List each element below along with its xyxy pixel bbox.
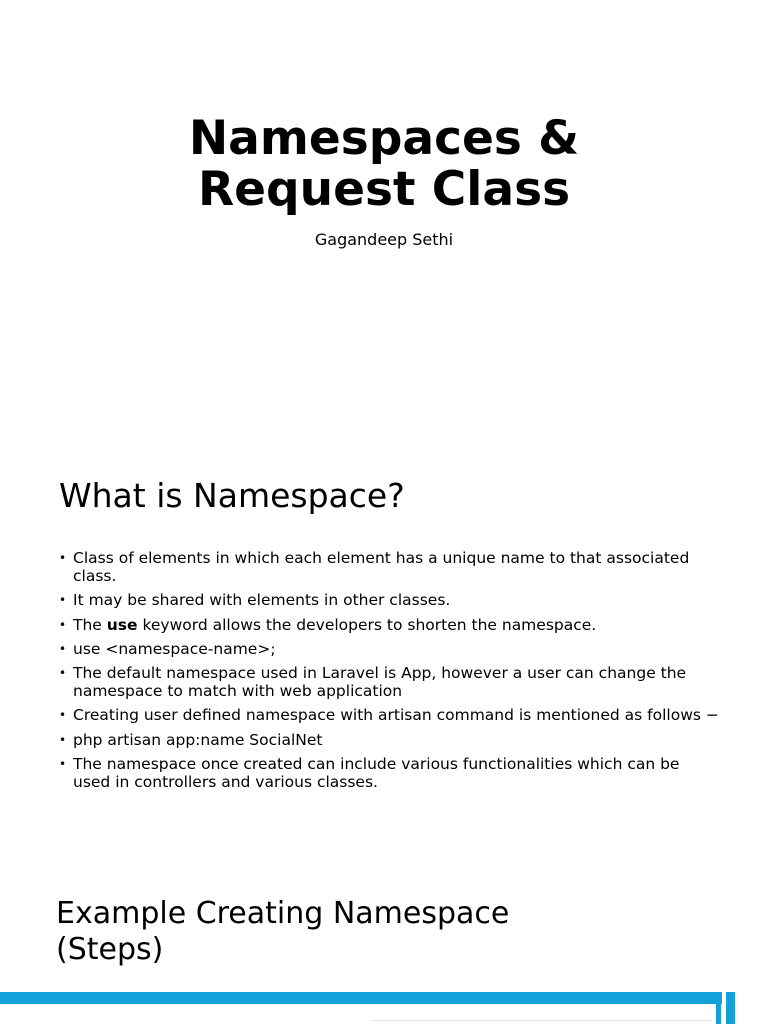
bullet-dot-icon: • [59,641,67,656]
example-heading: Example Creating Namespace (Steps) [56,896,510,967]
bullet-item [59,731,719,749]
bullet-item [59,640,719,658]
bullet-item [59,616,719,634]
bullet-text: The default namespace used in Laravel is App, however a user can change the namespace to match with web application [73,664,687,701]
bullet-text: It may be shared with elements in other classes. [73,591,451,610]
bullet-dot-icon: • [59,757,67,772]
bullet-item [59,664,719,700]
bullet-text: The namespace once created can include various functionalities which can be used in controllers and various classes. [73,755,680,792]
bullet-text: use <namespace-name>; [73,639,276,658]
slide-title [0,113,768,215]
bullet-dot-icon: • [59,666,67,681]
accent-bar-horizontal [0,992,722,1004]
bullet-item [59,591,719,609]
author-name: Gagandeep Sethi [314,230,454,249]
bullet-text-before: The [73,615,107,634]
bullet-text-after: keyword allows the developers to shorten the namespace. [137,615,597,634]
bullet-dot-icon: • [59,593,67,608]
bullet-text: Class of elements in which each element has a unique name to that associated class. [73,549,690,585]
section-heading: What is Namespace? [59,476,405,515]
bullet-item [59,755,719,791]
bullet-item [59,706,719,724]
slide-title-line1: Namespaces & [188,111,580,166]
bullet-keyword: use [106,615,138,634]
bullet-text: php artisan app:name SocialNet [73,730,323,749]
bullet-text: Creating user defined namespace with artisan command is mentioned as follows − [73,706,719,725]
slide-title-line2: Request Class [197,162,571,217]
bullet-dot-icon: • [59,551,67,565]
bullet-dot-icon: • [59,732,67,747]
bullet-list [59,549,719,797]
bullet-dot-icon: • [59,617,67,632]
accent-bar-vertical-thick [726,992,735,1024]
divider-line [372,1020,712,1021]
bullet-dot-icon: • [59,708,67,723]
bullet-item [59,549,719,585]
accent-bar-vertical-thin [716,992,721,1024]
